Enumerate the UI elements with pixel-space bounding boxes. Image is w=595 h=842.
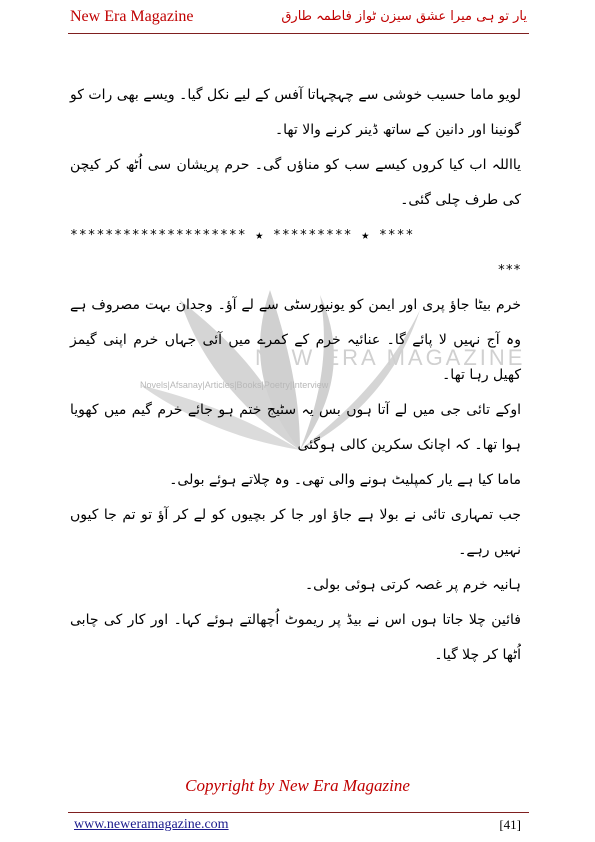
- paragraph: یااللہ اب کیا کروں کیسے سب کو مناؤں گی۔ حرم پریشان سی اُٹھ کر کیچن کی طرف چلی گئی۔: [70, 157, 521, 208]
- paragraph: لویو ماما حسیب خوشی سے چہچہاتا آفس کے لیے نکل گیا۔ ویسے بھی رات کو گونینا اور دانین کے ساتھ ڈینر کرنے والا تھا۔: [70, 87, 521, 138]
- scene-divider: [70, 218, 521, 253]
- watermark-title: NEW ERA MAGAZINE: [255, 345, 526, 370]
- copyright-notice: Copyright by New Era Magazine: [185, 776, 410, 795]
- watermark-tagline: Novels|Afsanay|Articles|Books|Poetry|Interview: [140, 380, 329, 390]
- divider-stars-end: ***: [497, 263, 521, 278]
- magazine-name: New Era Magazine: [70, 8, 194, 25]
- website-link[interactable]: www.neweramagazine.com: [74, 817, 229, 832]
- novel-title: یار تو ہی میرا عشق سیزن ٹواز فاطمہ طارق: [281, 9, 527, 24]
- paragraph: فائین چلا جاتا ہوں اس نے بیڈ پر ریموٹ اُچھالتے ہوئے کہا۔ اور کار کی چابی اُٹھا کر چلا گیا۔: [70, 612, 521, 663]
- star-icon: ★: [361, 228, 371, 243]
- divider-stars: ********************: [70, 228, 247, 243]
- paragraph: اوکے تائی جی میں لے آتا ہوں بس یہ سٹیج ختم ہو جائے خرم گیم میں کھویا ہوا تھا۔ کہ اچانک سکرین کالی ہوگئی: [70, 402, 521, 453]
- divider-stars: ****: [378, 228, 415, 243]
- article-body: [70, 78, 521, 673]
- header-divider: [68, 33, 529, 34]
- star-icon: ★: [255, 228, 265, 243]
- paragraph: خرم بیٹا جاؤ پری اور ایمن کو یونیورسٹی سے لے آؤ۔ وجدان بہت مصروف ہے وہ آج نہیں لا پائے گا۔ عنائیہ خرم کے کمرے میں آئی جہاں خرم اپنی گیمز کھیل رہا تھا۔: [70, 297, 521, 383]
- footer-divider: [68, 812, 529, 813]
- paragraph: ہانیہ خرم پر غصہ کرتی ہوئی بولی۔: [304, 577, 521, 593]
- paragraph: ماما کیا ہے یار کمپلیٹ ہونے والی تھی۔ وہ چلاتے ہوئے بولی۔: [169, 472, 521, 488]
- page-number: [41]: [499, 817, 521, 832]
- divider-stars: *********: [273, 228, 353, 243]
- paragraph: جب تمہاری تائی نے بولا ہے جاؤ اور جا کر بچیوں کو لے کر آؤ تو تم جا کیوں نہیں رہے۔: [70, 507, 521, 558]
